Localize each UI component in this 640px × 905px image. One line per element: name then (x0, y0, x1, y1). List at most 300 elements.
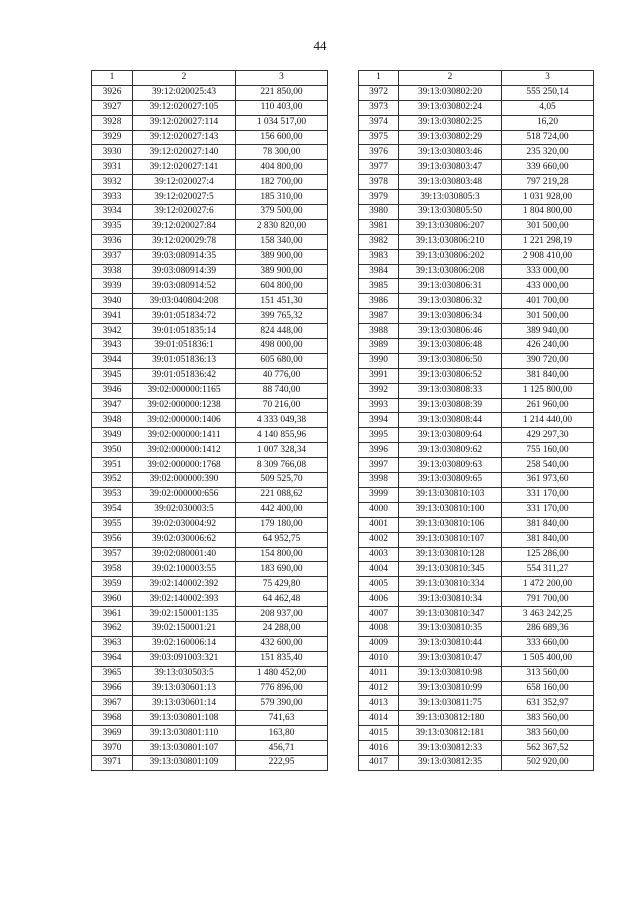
row-number-cell: 4000 (359, 502, 399, 517)
row-number-cell: 3928 (92, 115, 133, 130)
cadastral-number-cell: 39:12:020027:84 (133, 219, 236, 234)
row-number-cell: 3969 (92, 726, 133, 741)
table-row (359, 368, 594, 383)
value-cell: 4,05 (502, 100, 594, 115)
row-number-cell: 3940 (92, 294, 133, 309)
cadastral-number-cell: 39:13:030810:345 (399, 562, 502, 577)
table-row (92, 398, 328, 413)
cadastral-number-cell: 39:13:030808:44 (399, 413, 502, 428)
cadastral-number-cell: 39:03:080914:52 (133, 279, 236, 294)
table-row (359, 115, 594, 130)
cadastral-number-cell: 39:03:040804:208 (133, 294, 236, 309)
table-row (92, 85, 328, 100)
row-number-cell: 3985 (359, 279, 399, 294)
value-cell: 824 448,00 (236, 324, 328, 339)
row-number-cell: 3952 (92, 473, 133, 488)
cadastral-number-cell: 39:02:000000:1406 (133, 413, 236, 428)
cadastral-number-cell: 39:02:000000:656 (133, 487, 236, 502)
cadastral-number-cell: 39:13:030810:107 (399, 532, 502, 547)
table-row (92, 487, 328, 502)
value-cell: 1 472 200,00 (502, 577, 594, 592)
row-number-cell: 4003 (359, 547, 399, 562)
cadastral-number-cell: 39:13:030812:181 (399, 726, 502, 741)
table-row (359, 339, 594, 354)
value-cell: 4 140 855,96 (236, 428, 328, 443)
cadastral-number-cell: 39:13:030810:128 (399, 547, 502, 562)
cadastral-number-cell: 39:13:030803:46 (399, 145, 502, 160)
cadastral-number-cell: 39:02:160006:14 (133, 636, 236, 651)
cadastral-number-cell: 39:02:080001:40 (133, 547, 236, 562)
cadastral-number-cell: 39:02:140002:392 (133, 577, 236, 592)
row-number-cell: 3990 (359, 353, 399, 368)
table-row (92, 309, 328, 324)
cadastral-number-cell: 39:13:030810:35 (399, 621, 502, 636)
row-number-cell: 4004 (359, 562, 399, 577)
cadastral-number-cell: 39:02:030003:5 (133, 502, 236, 517)
table-row (359, 175, 594, 190)
table-row (359, 651, 594, 666)
cadastral-number-cell: 39:13:030805:3 (399, 190, 502, 205)
value-cell: 110 403,00 (236, 100, 328, 115)
table-row (92, 502, 328, 517)
cadastral-number-cell: 39:12:020027:5 (133, 190, 236, 205)
cadastral-number-cell: 39:12:020027:143 (133, 130, 236, 145)
value-cell: 75 429,80 (236, 577, 328, 592)
cadastral-number-cell: 39:13:030810:106 (399, 517, 502, 532)
row-number-cell: 3948 (92, 413, 133, 428)
value-cell: 1 480 452,00 (236, 666, 328, 681)
value-cell: 154 800,00 (236, 547, 328, 562)
cadastral-number-cell: 39:13:030803:48 (399, 175, 502, 190)
cadastral-number-cell: 39:13:030806:32 (399, 294, 502, 309)
row-number-cell: 3989 (359, 339, 399, 354)
value-cell: 163,80 (236, 726, 328, 741)
value-cell: 797 219,28 (502, 175, 594, 190)
row-number-cell: 3999 (359, 487, 399, 502)
cadastral-number-cell: 39:13:030811:75 (399, 696, 502, 711)
value-cell: 313 560,00 (502, 666, 594, 681)
table-row (92, 607, 328, 622)
header-col-1: 1 (359, 71, 399, 86)
row-number-cell: 3966 (92, 681, 133, 696)
table-row (359, 562, 594, 577)
left-table-header-row (92, 71, 328, 86)
cadastral-number-cell: 39:13:030806:208 (399, 264, 502, 279)
table-row (92, 741, 328, 756)
row-number-cell: 4013 (359, 696, 399, 711)
cadastral-number-cell: 39:03:080914:35 (133, 249, 236, 264)
table-row (92, 205, 328, 220)
cadastral-number-cell: 39:13:030810:334 (399, 577, 502, 592)
table-row (359, 234, 594, 249)
table-row (92, 413, 328, 428)
row-number-cell: 3956 (92, 532, 133, 547)
value-cell: 404 800,00 (236, 160, 328, 175)
table-row (92, 562, 328, 577)
value-cell: 1 804 800,00 (502, 205, 594, 220)
row-number-cell: 3996 (359, 443, 399, 458)
row-number-cell: 4007 (359, 607, 399, 622)
row-number-cell: 3970 (92, 741, 133, 756)
table-row (359, 324, 594, 339)
cadastral-number-cell: 39:13:030808:39 (399, 398, 502, 413)
cadastral-number-cell: 39:13:030806:207 (399, 219, 502, 234)
row-number-cell: 3936 (92, 234, 133, 249)
row-number-cell: 3953 (92, 487, 133, 502)
table-row (92, 264, 328, 279)
table-row (359, 205, 594, 220)
value-cell: 2 908 410,00 (502, 249, 594, 264)
table-row (92, 636, 328, 651)
row-number-cell: 3934 (92, 205, 133, 220)
table-row (92, 115, 328, 130)
value-cell: 301 500,00 (502, 219, 594, 234)
row-number-cell: 3997 (359, 458, 399, 473)
table-row (359, 621, 594, 636)
row-number-cell: 3944 (92, 353, 133, 368)
value-cell: 1 505 400,00 (502, 651, 594, 666)
row-number-cell: 3927 (92, 100, 133, 115)
value-cell: 286 689,36 (502, 621, 594, 636)
table-row (92, 368, 328, 383)
row-number-cell: 4011 (359, 666, 399, 681)
cadastral-number-cell: 39:02:150001:135 (133, 607, 236, 622)
value-cell: 70 216,00 (236, 398, 328, 413)
table-row (359, 413, 594, 428)
value-cell: 64 952,75 (236, 532, 328, 547)
cadastral-number-cell: 39:13:030810:98 (399, 666, 502, 681)
cadastral-number-cell: 39:13:030601:14 (133, 696, 236, 711)
value-cell: 502 920,00 (502, 755, 594, 770)
row-number-cell: 3993 (359, 398, 399, 413)
value-cell: 339 660,00 (502, 160, 594, 175)
page-number: 44 (313, 38, 327, 53)
value-cell: 185 310,00 (236, 190, 328, 205)
row-number-cell: 3963 (92, 636, 133, 651)
right-table-body (359, 71, 594, 771)
value-cell: 389 940,00 (502, 324, 594, 339)
row-number-cell: 3981 (359, 219, 399, 234)
value-cell: 221 088,62 (236, 487, 328, 502)
value-cell: 235 320,00 (502, 145, 594, 160)
value-cell: 1 214 440,00 (502, 413, 594, 428)
value-cell: 179 180,00 (236, 517, 328, 532)
cadastral-number-cell: 39:13:030801:110 (133, 726, 236, 741)
row-number-cell: 3929 (92, 130, 133, 145)
value-cell: 261 960,00 (502, 398, 594, 413)
table-row (359, 741, 594, 756)
row-number-cell: 3947 (92, 398, 133, 413)
value-cell: 442 400,00 (236, 502, 328, 517)
cadastral-number-cell: 39:13:030806:210 (399, 234, 502, 249)
value-cell: 631 352,97 (502, 696, 594, 711)
cadastral-number-cell: 39:13:030801:109 (133, 755, 236, 770)
row-number-cell: 3987 (359, 309, 399, 324)
value-cell: 605 680,00 (236, 353, 328, 368)
row-number-cell: 3977 (359, 160, 399, 175)
row-number-cell: 3980 (359, 205, 399, 220)
cadastral-number-cell: 39:13:030601:13 (133, 681, 236, 696)
cadastral-number-cell: 39:13:030810:34 (399, 592, 502, 607)
row-number-cell: 3945 (92, 368, 133, 383)
cadastral-number-cell: 39:12:020027:141 (133, 160, 236, 175)
row-number-cell: 3951 (92, 458, 133, 473)
table-row (92, 279, 328, 294)
row-number-cell: 3946 (92, 383, 133, 398)
row-number-cell: 3986 (359, 294, 399, 309)
cadastral-number-cell: 39:13:030809:63 (399, 458, 502, 473)
row-number-cell: 3958 (92, 562, 133, 577)
cadastral-number-cell: 39:02:100003:55 (133, 562, 236, 577)
table-row (359, 219, 594, 234)
cadastral-number-cell: 39:13:030806:34 (399, 309, 502, 324)
table-row (359, 458, 594, 473)
table-row (92, 160, 328, 175)
cadastral-number-cell: 39:13:030503:5 (133, 666, 236, 681)
value-cell: 399 765,32 (236, 309, 328, 324)
row-number-cell: 3941 (92, 309, 133, 324)
row-number-cell: 3979 (359, 190, 399, 205)
right-table-header-row (359, 71, 594, 86)
cadastral-number-cell: 39:02:000000:1238 (133, 398, 236, 413)
table-row (92, 517, 328, 532)
row-number-cell: 3954 (92, 502, 133, 517)
cadastral-number-cell: 39:13:030808:33 (399, 383, 502, 398)
table-row (359, 279, 594, 294)
cadastral-number-cell: 39:13:030801:108 (133, 711, 236, 726)
cadastral-number-cell: 39:02:000000:390 (133, 473, 236, 488)
table-row (92, 175, 328, 190)
cadastral-number-cell: 39:01:051836:13 (133, 353, 236, 368)
value-cell: 776 896,00 (236, 681, 328, 696)
table-row (92, 234, 328, 249)
table-row (359, 696, 594, 711)
value-cell: 151 835,40 (236, 651, 328, 666)
value-cell: 509 525,70 (236, 473, 328, 488)
left-table-body (92, 71, 328, 771)
value-cell: 433 000,00 (502, 279, 594, 294)
cadastral-number-cell: 39:01:051836:1 (133, 339, 236, 354)
cadastral-number-cell: 39:12:020027:114 (133, 115, 236, 130)
cadastral-number-cell: 39:12:020027:105 (133, 100, 236, 115)
table-row (359, 473, 594, 488)
table-row (359, 517, 594, 532)
cadastral-number-cell: 39:01:051834:72 (133, 309, 236, 324)
row-number-cell: 4015 (359, 726, 399, 741)
cadastral-number-cell: 39:02:140002:393 (133, 592, 236, 607)
table-row (92, 145, 328, 160)
value-cell: 554 311,27 (502, 562, 594, 577)
cadastral-number-cell: 39:13:030810:103 (399, 487, 502, 502)
value-cell: 658 160,00 (502, 681, 594, 696)
value-cell: 3 463 242,25 (502, 607, 594, 622)
table-row (92, 711, 328, 726)
row-number-cell: 3926 (92, 85, 133, 100)
value-cell: 379 500,00 (236, 205, 328, 220)
row-number-cell: 3971 (92, 755, 133, 770)
cadastral-number-cell: 39:13:030812:33 (399, 741, 502, 756)
table-row (92, 428, 328, 443)
cadastral-number-cell: 39:02:030004:92 (133, 517, 236, 532)
row-number-cell: 3960 (92, 592, 133, 607)
value-cell: 426 240,00 (502, 339, 594, 354)
row-number-cell: 3967 (92, 696, 133, 711)
value-cell: 1 221 298,19 (502, 234, 594, 249)
table-row (92, 458, 328, 473)
value-cell: 432 600,00 (236, 636, 328, 651)
table-row (92, 547, 328, 562)
table-row (359, 592, 594, 607)
row-number-cell: 3983 (359, 249, 399, 264)
table-row (359, 711, 594, 726)
table-row (359, 249, 594, 264)
table-row (92, 621, 328, 636)
table-row (359, 145, 594, 160)
table-row (359, 607, 594, 622)
table-row (359, 85, 594, 100)
row-number-cell: 3982 (359, 234, 399, 249)
header-col-2: 2 (399, 71, 502, 86)
value-cell: 498 000,00 (236, 339, 328, 354)
row-number-cell: 4009 (359, 636, 399, 651)
table-row (92, 755, 328, 770)
table-row (359, 100, 594, 115)
cadastral-number-cell: 39:01:051836:42 (133, 368, 236, 383)
table-row (92, 339, 328, 354)
row-number-cell: 3988 (359, 324, 399, 339)
cadastral-number-cell: 39:12:020027:6 (133, 205, 236, 220)
value-cell: 1 031 928,00 (502, 190, 594, 205)
header-col-1: 1 (92, 71, 133, 86)
row-number-cell: 3984 (359, 264, 399, 279)
row-number-cell: 3994 (359, 413, 399, 428)
cadastral-number-cell: 39:13:030810:347 (399, 607, 502, 622)
table-row (92, 324, 328, 339)
value-cell: 361 973,60 (502, 473, 594, 488)
table-row (359, 547, 594, 562)
table-row (92, 651, 328, 666)
table-row (359, 383, 594, 398)
value-cell: 88 740,00 (236, 383, 328, 398)
value-cell: 429 297,30 (502, 428, 594, 443)
table-row (92, 532, 328, 547)
table-row (92, 100, 328, 115)
cadastral-number-cell: 39:13:030801:107 (133, 741, 236, 756)
cadastral-number-cell: 39:13:030810:47 (399, 651, 502, 666)
table-row (359, 755, 594, 770)
value-cell: 555 250,14 (502, 85, 594, 100)
row-number-cell: 3975 (359, 130, 399, 145)
cadastral-number-cell: 39:13:030810:44 (399, 636, 502, 651)
row-number-cell: 3991 (359, 368, 399, 383)
row-number-cell: 3995 (359, 428, 399, 443)
row-number-cell: 3935 (92, 219, 133, 234)
value-cell: 151 451,30 (236, 294, 328, 309)
table-row (92, 681, 328, 696)
cadastral-number-cell: 39:13:030806:48 (399, 339, 502, 354)
row-number-cell: 4016 (359, 741, 399, 756)
row-number-cell: 3957 (92, 547, 133, 562)
row-number-cell: 4008 (359, 621, 399, 636)
table-row (359, 294, 594, 309)
cadastral-number-cell: 39:13:030802:29 (399, 130, 502, 145)
cadastral-number-cell: 39:13:030802:24 (399, 100, 502, 115)
row-number-cell: 3955 (92, 517, 133, 532)
table-row (92, 353, 328, 368)
value-cell: 456,71 (236, 741, 328, 756)
value-cell: 222,95 (236, 755, 328, 770)
row-number-cell: 3939 (92, 279, 133, 294)
table-row (92, 696, 328, 711)
value-cell: 4 333 049,38 (236, 413, 328, 428)
cadastral-number-cell: 39:13:030810:99 (399, 681, 502, 696)
value-cell: 333 660,00 (502, 636, 594, 651)
value-cell: 125 286,00 (502, 547, 594, 562)
row-number-cell: 3932 (92, 175, 133, 190)
value-cell: 562 367,52 (502, 741, 594, 756)
table-row (359, 398, 594, 413)
cadastral-number-cell: 39:13:030812:35 (399, 755, 502, 770)
value-cell: 183 690,00 (236, 562, 328, 577)
value-cell: 791 700,00 (502, 592, 594, 607)
row-number-cell: 3992 (359, 383, 399, 398)
cadastral-number-cell: 39:12:020025:43 (133, 85, 236, 100)
value-cell: 1 034 517,00 (236, 115, 328, 130)
value-cell: 331 170,00 (502, 502, 594, 517)
table-row (359, 502, 594, 517)
row-number-cell: 3976 (359, 145, 399, 160)
cadastral-number-cell: 39:13:030809:62 (399, 443, 502, 458)
cadastral-number-cell: 39:12:020027:4 (133, 175, 236, 190)
table-row (359, 190, 594, 205)
value-cell: 24 288,00 (236, 621, 328, 636)
value-cell: 16,20 (502, 115, 594, 130)
row-number-cell: 3942 (92, 324, 133, 339)
row-number-cell: 3978 (359, 175, 399, 190)
value-cell: 333 000,00 (502, 264, 594, 279)
table-row (92, 443, 328, 458)
table-row (359, 353, 594, 368)
row-number-cell: 3931 (92, 160, 133, 175)
row-number-cell: 3930 (92, 145, 133, 160)
value-cell: 383 560,00 (502, 726, 594, 741)
table-row (359, 666, 594, 681)
value-cell: 389 900,00 (236, 264, 328, 279)
value-cell: 156 600,00 (236, 130, 328, 145)
row-number-cell: 4006 (359, 592, 399, 607)
table-row (359, 443, 594, 458)
value-cell: 221 850,00 (236, 85, 328, 100)
value-cell: 1 007 328,34 (236, 443, 328, 458)
table-row (359, 726, 594, 741)
value-cell: 390 720,00 (502, 353, 594, 368)
value-cell: 381 840,00 (502, 368, 594, 383)
table-row (359, 309, 594, 324)
row-number-cell: 3962 (92, 621, 133, 636)
cadastral-number-cell: 39:13:030806:50 (399, 353, 502, 368)
table-row (92, 130, 328, 145)
table-row (359, 577, 594, 592)
row-number-cell: 3959 (92, 577, 133, 592)
value-cell: 158 340,00 (236, 234, 328, 249)
row-number-cell: 3938 (92, 264, 133, 279)
cadastral-number-cell: 39:13:030805:50 (399, 205, 502, 220)
cadastral-number-cell: 39:13:030806:46 (399, 324, 502, 339)
table-row (92, 294, 328, 309)
cadastral-number-cell: 39:13:030803:47 (399, 160, 502, 175)
cadastral-number-cell: 39:13:030806:202 (399, 249, 502, 264)
value-cell: 381 840,00 (502, 517, 594, 532)
